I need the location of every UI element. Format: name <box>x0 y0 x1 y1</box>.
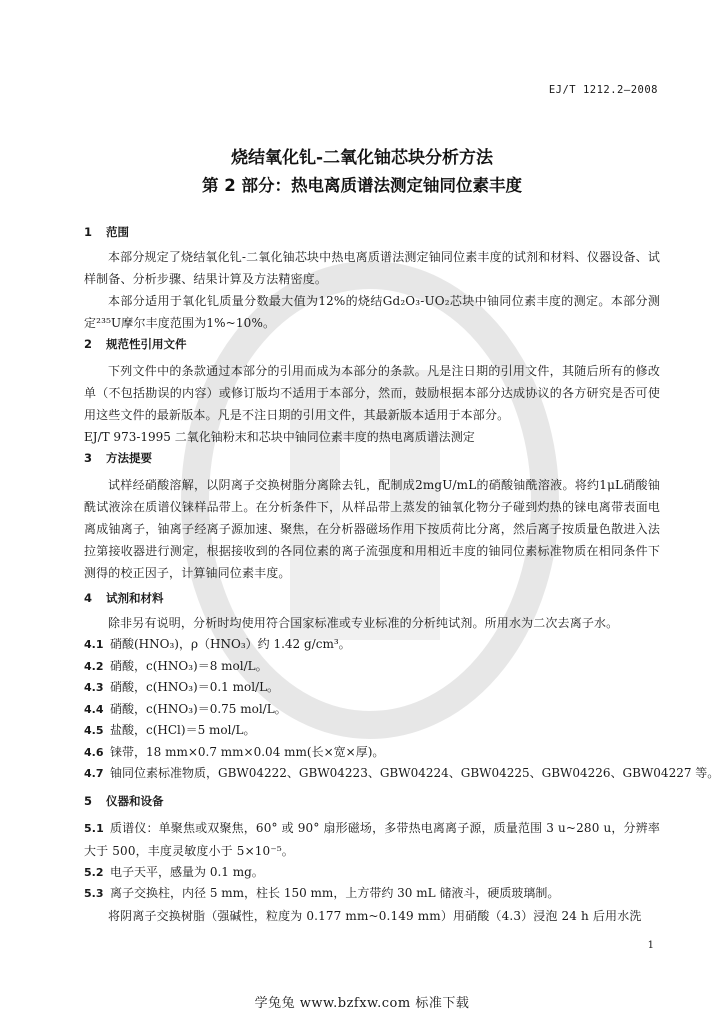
list-item: 4.5 盐酸，c(HCl)＝5 mol/L。 <box>84 723 256 737</box>
paragraph: 本部分适用于氧化钆质量分数最大值为12%的烧结Gd₂O₃-UO₂芯块中铀同位素丰度的测定。本部分测定²³⁵U摩尔丰度范围为1%~10%。 <box>84 294 660 330</box>
section-heading-1: 1 范围 <box>84 225 129 239</box>
section-heading-2: 2 规范性引用文件 <box>84 337 187 351</box>
list-item: 4.1 硝酸(HNO₃)，ρ（HNO₃）约 1.42 g/cm³。 <box>84 637 351 651</box>
section-heading-5: 5 仪器和设备 <box>84 793 164 808</box>
document-subtitle: 第 2 部分：热电离质谱法测定铀同位素丰度 <box>202 176 522 195</box>
paragraph: 除非另有说明，分析时均使用符合国家标准或专业标准的分析纯试剂。所用水为二次去离子水。 <box>108 616 619 630</box>
footer-watermark-text: 学兔兔 www.bzfxw.com 标准下载 <box>254 996 470 1011</box>
list-item: 4.7 铀同位素标准物质，GBW04222、GBW04223、GBW04224、GBW04225、GBW04226、GBW04227 等。 <box>84 766 720 780</box>
list-item: 4.2 硝酸，c(HNO₃)＝8 mol/L。 <box>84 658 268 673</box>
section-heading-3: 3 方法提要 <box>84 451 152 465</box>
section-heading-4: 4 试剂和材料 <box>84 591 164 605</box>
document-body <box>84 222 720 927</box>
standard-number: EJ/T 1212.2—2008 <box>548 84 658 96</box>
list-item: 5.3 离子交换柱，内径 5 mm，柱长 150 mm，上方带约 30 mL 储液斗，硬质玻璃制。 <box>84 886 560 900</box>
list-item: 4.4 硝酸，c(HNO₃)＝0.75 mol/L。 <box>84 701 287 716</box>
list-item: 4.6 铼带，18 mm×0.7 mm×0.04 mm(长×宽×厚)。 <box>84 744 385 759</box>
list-item: 4.3 硝酸，c(HNO₃)＝0.1 mol/L。 <box>84 680 280 694</box>
paragraph: 本部分规定了烧结氧化钆-二氧化铀芯块中热电离质谱法测定铀同位素丰度的试剂和材料、仪器设备、试样制备、分析步骤、结果计算及方法精密度。 <box>84 250 660 286</box>
page-number: 1 <box>647 940 654 951</box>
paragraph: 将阴离子交换树脂（强碱性，粒度为 0.177 mm~0.149 mm）用硝酸（4.3）浸泡 24 h 后用水洗 <box>108 908 642 923</box>
list-item: 5.1 质谱仪：单聚焦或双聚焦，60° 或 90° 扇形磁场，多带热电离离子源，质量范围 3 u~280 u，分辨率大于 500，丰度灵敏度小于 5×10⁻⁵。 <box>84 820 660 858</box>
list-item: 5.2 电子天平，感量为 0.1 mg。 <box>84 864 264 879</box>
paragraph: 下列文件中的条款通过本部分的引用而成为本部分的条款。凡是注日期的引用文件，其随后所有的修改单（不包括勘误的内容）或修订版均不适用于本部分，然而，鼓励根据本部分达成协议的各方研究是否可使用这些文件的最新版本。凡是不注日期的引用文件，其最新版本适用于本部分。 <box>84 364 660 422</box>
document-title: 烧结氧化钆-二氧化铀芯块分析方法 <box>230 148 494 168</box>
normative-reference: EJ/T 973-1995 二氧化铀粉末和芯块中铀同位素丰度的热电离质谱法测定 <box>84 430 475 444</box>
paragraph: 试样经硝酸溶解，以阴离子交换树脂分离除去钆，配制成2mgU/mL的硝酸铀酰溶液。将约1μL硝酸铀酰试液涂在质谱仪铼样品带上。在分析条件下，从样品带上蒸发的铀氧化物分子碰到灼热的铼电离带表面电离成铀离子，铀离子经离子源加速、聚焦，在分析器磁场作用下按质荷比分离，然后离子按质量色散进入法拉第接收器进行测定，根据接收到的各同位素的离子流强度和用相近丰度的铀同位素标准物质在相同条件下测得的校正因子，计算铀同位素丰度。 <box>84 478 660 580</box>
